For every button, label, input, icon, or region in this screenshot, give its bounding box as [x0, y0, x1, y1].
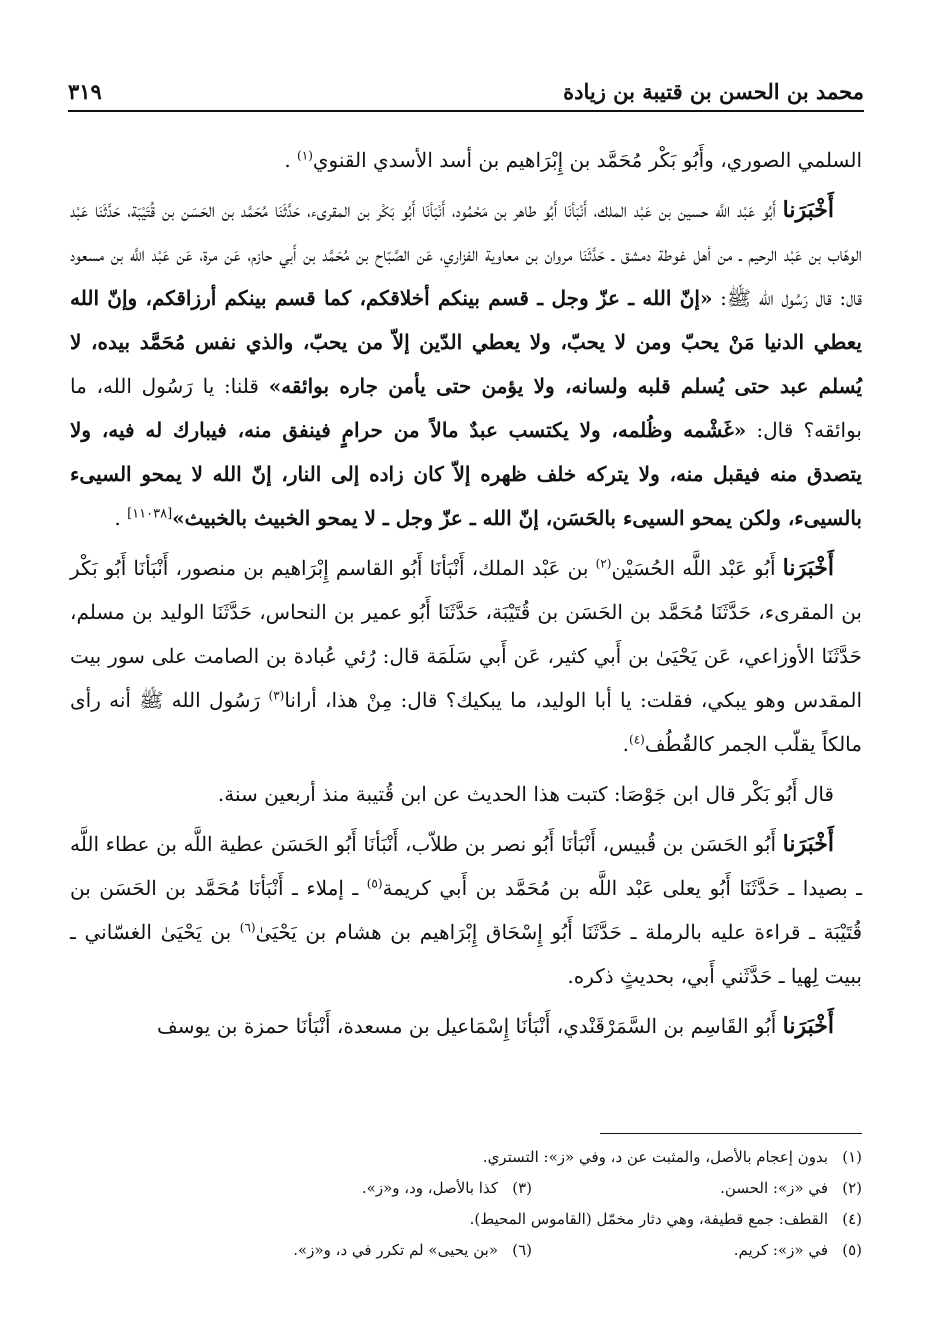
- running-title: محمد بن الحسن بن قتيبة بن زيادة: [563, 79, 864, 104]
- footnote: [202, 1173, 532, 1204]
- footnote-text: في «ز»: الحسن.: [720, 1179, 828, 1197]
- text-segment: أَبُو الحَسَن بن قُبيس، أَنْبَأنَا أَبُو نصر بن طلاّب، أَنْبَأنَا أَبُو الحَسَن عطية اللَّه بن عطاء اللَّه ـ بصيدا ـ حَدَّثَنَا أَبُو يعلى عَبْد اللَّه بن مُحَمَّد بن أَبي كريمة: [70, 832, 862, 900]
- footnote-marker: (٥): [366, 876, 383, 891]
- text-segment: قال أَبُو بَكْر قال ابن جَوْصَا: كتبت هذا الحديث عن ابن قُتيبة منذ أربعين سنة.: [217, 782, 834, 806]
- text-segment: أَبُو القَاسِم بن السَّمَرْقَنْدي، أَنْبَأنَا إِسْمَاعيل بن مسعدة، أَنْبَأنَا حمزة بن يوسف: [156, 1014, 783, 1038]
- footnote-row: [70, 1235, 862, 1266]
- hadith-text: «غَشْمه وظُلمه، ولا يكتسب عبدٌ مالاً من حرامٍ فينفق منه، فيبارك له فيه، ولا يتصدق منه فيقبل منه، ولا يتركه خلف ظهره إلاّ كان زاده إلى النار، إنّ الله لا يمحو السيىء بالسيىء، ولكن يمحو السيىء بالحَسَن، إنّ الله ـ عزّ وجل ـ لا يمحو الخبيث بالخبيث»: [70, 418, 862, 530]
- hadith-number: [١١٠٣٨]: [127, 506, 173, 522]
- text-segment: قلنا: يا رَسُول الله، ما بوائقه؟ قال:: [70, 374, 862, 442]
- footnote-number: (٥): [842, 1241, 862, 1259]
- footnote: [470, 1204, 862, 1235]
- footnotes: [70, 1142, 862, 1266]
- footnote-marker: (٢): [595, 556, 612, 571]
- footnote: [532, 1173, 862, 1204]
- paragraph: [70, 1004, 862, 1048]
- text-segment: بن عَبْد الملك، أَنْبَأنَا أَبُو القاسم إِبْرَاهيم بن منصور، أَنْبَأنَا أَبُو بَكْر بن المقرىء، حَدَّثَنَا مُحَمَّد بن الحَسَن بن قُتَيْبَة، حَدَّثَنَا أَبُو عمير بن النحاس، حَدَّثَنَا الوليد بن مسلم، حَدَّثَنَا الأوزاعي، عَن يَحْيَىٰ بن أَبي كثير، عَن أَبي سَلَمَة قال: رُئي عُبادة بن الصامت على سور بيت المقدس وهو يبكي، فقلت: يا أبا الوليد، ما يبكيك؟ قال: مِنْ هذا، أرانا: [70, 556, 863, 712]
- paragraph: [70, 188, 862, 540]
- text-segment: بن يَحْيَىٰ الغسّاني ـ ببيت لِهيا ـ حَدَّثَني أَبي، بحديثٍ ذكره.: [70, 920, 862, 988]
- text-segment: .: [284, 148, 298, 172]
- footnote-text: «بن يحيى» لم تكرر في د، و«ز».: [293, 1241, 498, 1259]
- text-segment: .: [622, 732, 630, 756]
- header-rule: [68, 110, 864, 112]
- akhbarana-keyword: أَخْبَرَنا: [782, 1013, 834, 1039]
- paragraph: [70, 138, 862, 182]
- page-header: [68, 70, 864, 104]
- footnote-row: [70, 1173, 862, 1204]
- paragraph: [70, 822, 862, 998]
- footnote-marker: (٦): [239, 920, 256, 935]
- text-segment: أَبُو عَبْد اللَّه الحُسَيْن: [611, 556, 783, 580]
- footnote-number: (٤): [842, 1210, 862, 1228]
- text-segment: السلمي الصوري، وأَبُو بَكْر مُحَمَّد بن إِبْرَاهيم بن أسد الأسدي القنوي: [312, 148, 862, 172]
- akhbarana-keyword: أَخْبَرَنا: [782, 197, 834, 223]
- footnote-row: [70, 1204, 862, 1235]
- footnote-marker: (١): [297, 148, 313, 163]
- akhbarana-keyword: أَخْبَرَنا: [782, 555, 834, 581]
- text-segment: ـ إملاء ـ أَنْبَأنَا مُحَمَّد بن الحَسَن بن قُتَيْبَة ـ قراءة عليه بالرملة ـ حَدَّثَنَا أَبُو إِسْحَاق إِبْرَاهيم بن هشام بن يَحْيَىٰ: [70, 876, 863, 944]
- footnote: [532, 1235, 862, 1266]
- footnote-number: (١): [842, 1148, 862, 1166]
- text-segment: رَسُول الله ﷺ أنه رأى مالكاً يقلّب الجمر كالقُطُف: [70, 688, 862, 756]
- hadith-text: «إنّ الله ـ عزّ وجل ـ قسم بينكم أخلاقكم، كما قسم بينكم أرزاقكم، وإنّ الله يعطي الدنيا مَنْ يحبّ ومن لا يحبّ، ولا يعطي الدّين إلاّ من يحبّ، والذي نفس مُحَمَّد بيده، لا يُسلم عبد حتى يُسلم قلبه ولسانه، ولا يؤمن حتى يأمن جاره بوائقه»: [70, 286, 863, 398]
- footnote-number: (٢): [842, 1179, 862, 1197]
- paragraph: [70, 546, 862, 766]
- footnote-text: بدون إعجام بالأصل، والمثبت عن د، وفي «ز»: التستري.: [482, 1148, 828, 1166]
- footnote-number: (٣): [512, 1179, 532, 1197]
- main-text: [70, 138, 862, 1054]
- footnote-row: [70, 1142, 862, 1173]
- paragraph: [70, 772, 862, 816]
- footnote-separator: [600, 1133, 862, 1134]
- footnote-marker: (٣): [268, 688, 285, 703]
- footnote-text: في «ز»: كريم.: [733, 1241, 828, 1259]
- footnote-text: كذا بالأصل، ود، و«ز».: [361, 1179, 498, 1197]
- footnote: [202, 1235, 532, 1266]
- footnote-text: القطف: جمع قطيفة، وهي دثار مخمّل (القاموس المحيط).: [469, 1210, 828, 1228]
- footnote: [483, 1142, 862, 1173]
- footnote-number: (٦): [512, 1241, 532, 1259]
- text-segment: أَبُو عَبْد اللَّه حسين بن عَبْد الملك، أَنْبَأنَا أَبُو طاهر بن مَحْمُود، أَنْبَأنَا أَبُو بَكْر بن المقرىء، حَدَّثَنَا مُحَمَّد بن الحَسَن بن قُتَيْبَة، حَدَّثَنَا عَبْد الوهّاب بن عَبْد الرحيم ـ من أهل غوطة دمشق ـ حَدَّثَنَا مروان بن معاوية الفزاري، عَن الصَّبّاح بن مُحَمَّد بن أَبي حازم، عَن مرة، عَن عَبْد اللَّه بن مسعود قال: قال رَسُول الله ﷺ:: [70, 198, 863, 310]
- page-number: ٣١٩: [68, 79, 102, 104]
- text-segment: .: [114, 506, 128, 530]
- footnote-marker: (٤): [629, 732, 645, 747]
- akhbarana-keyword: أَخْبَرَنا: [782, 831, 834, 857]
